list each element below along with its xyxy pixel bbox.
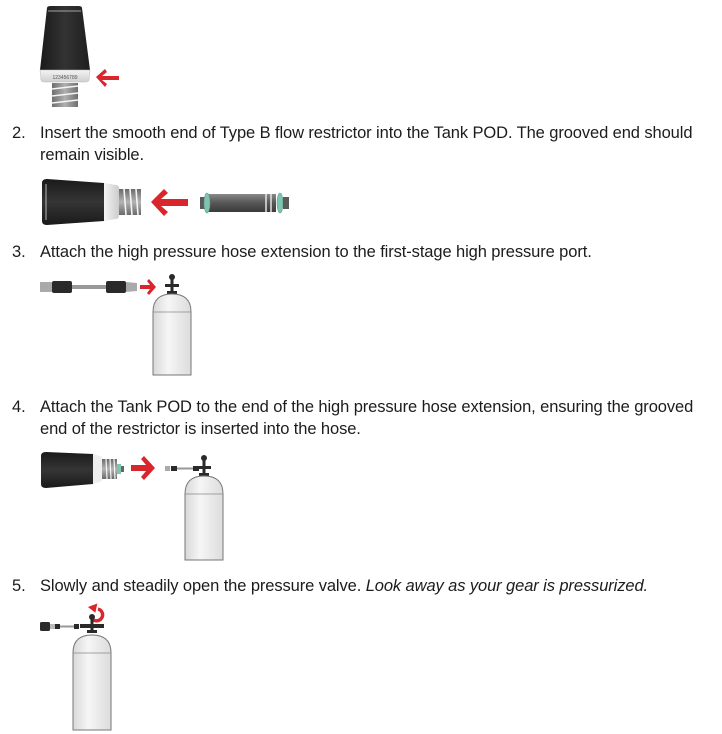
step-2-text [12,122,718,166]
step-number: 4. [12,398,26,416]
step-5-text [12,575,718,597]
arrow-right-icon [131,456,155,480]
scuba-tank [185,476,223,560]
pod-body [40,6,90,70]
serial-number: 123456789 [52,75,78,81]
scuba-tank [73,635,111,730]
step-2-figure [38,175,308,230]
high-pressure-hose [165,466,199,471]
flow-restrictor [200,193,289,213]
tank-valve [165,274,179,294]
step-4-text [12,396,718,440]
step-number: 3. [12,243,26,261]
high-pressure-hose [40,281,137,293]
step-5-figure [38,603,128,733]
arrow-right-icon [140,279,156,295]
step-number: 2. [12,124,26,142]
step-4-figure [38,448,228,563]
arrow-left-icon [96,69,119,87]
step-instruction [40,575,718,597]
step-1-figure [35,0,135,112]
step-warning-italic: Look away as your gear is pressurized. [365,577,649,595]
tank-pod-and-hose [40,622,79,631]
step-instruction: Attach the high pressure hose extension to the first-stage high pressure port. [40,243,592,261]
step-instruction-plain: Slowly and steadily open the pressure valve. [40,577,366,595]
pod-body [41,452,93,488]
step-instruction: Insert the smooth end of Type B flow restrictor into the Tank POD. The grooved end should remain visible. [40,124,693,164]
arrow-left-icon [151,189,188,216]
step-3-figure [38,270,198,380]
step-instruction: Attach the Tank POD to the end of the high pressure hose extension, ensuring the grooved end of the restrictor is inserted into the hose. [40,398,694,438]
pod-body [42,179,104,225]
scuba-tank [153,294,191,375]
step-3-text [12,241,718,263]
step-number: 5. [12,577,26,595]
tank-valve [197,455,211,476]
tank-valve [80,614,104,633]
